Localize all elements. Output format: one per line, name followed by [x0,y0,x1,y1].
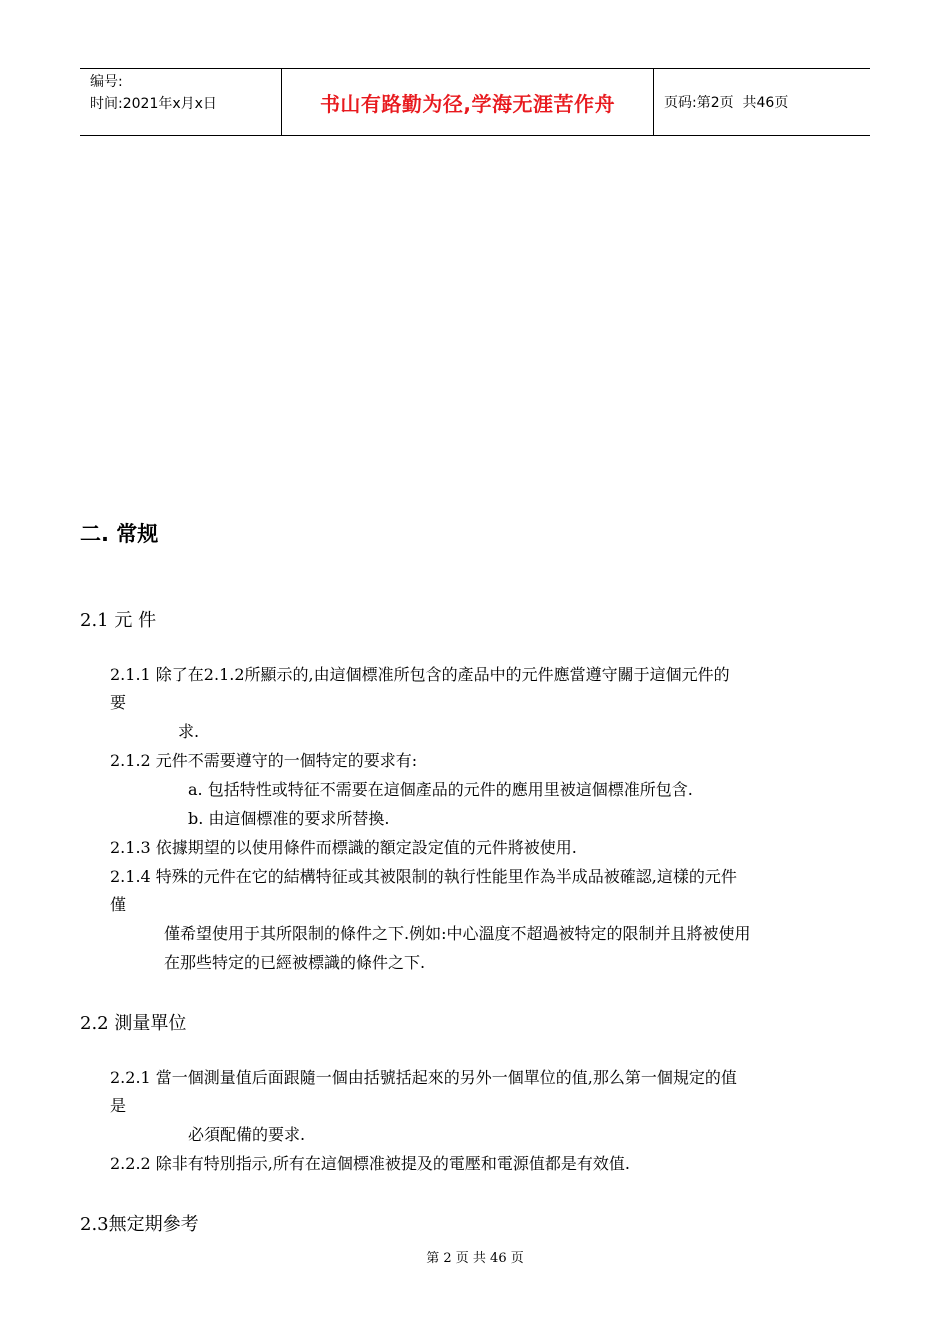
header-motto: 书山有路勤为径,学海无涯苦作舟 [319,91,616,116]
heading-2-3: 2.3無定期參考 [80,1214,199,1235]
header-page-cell [654,69,870,135]
para-2-1-4-line2: 僅 [110,895,127,914]
page-footer [0,1247,950,1266]
footer-page-number: 第 2 页 共 46 页 [426,1251,524,1266]
header-date-label: 时间:2021年x月x日 [90,96,217,112]
heading-2-2: 2.2 測量單位 [80,1013,187,1034]
para-2-1-4-line4: 在那些特定的已經被標識的條件之下. [164,953,426,972]
header-page-info: 页码:第2页 共46页 [664,95,789,111]
para-2-1-2: 2.1.2 元件不需要遵守的一個特定的要求有: [110,751,418,770]
para-2-2-1-line1: 2.2.1 當一個測量值后面跟隨一個由括號括起來的另外一個單位的值,那么第一個規定的值 [110,1068,737,1087]
para-2-1-3: 2.1.3 依據期望的以使用條件而標識的額定設定值的元件將被使用. [110,838,577,857]
header-table [80,68,870,136]
header-number-label: 编号: [90,74,123,90]
para-2-1-1-line2: 要 [110,693,127,712]
para-2-1-4-line1: 2.1.4 特殊的元件在它的結構特征或其被限制的執行性能里作為半成品被確認,這樣的元件 [110,867,737,886]
para-2-1-1-line3: 求. [178,722,200,741]
para-2-1-4-line3: 僅希望使用于其所限制的條件之下.例如:中心溫度不超過被特定的限制并且將被使用 [164,924,751,943]
header-motto-cell [282,69,654,135]
section-title: 二. 常规 [80,522,159,546]
para-2-2-1-line2: 是 [110,1096,127,1115]
para-2-2-1-line3: 必須配備的要求. [188,1125,306,1144]
para-2-2-2: 2.2.2 除非有特別指示,所有在這個標准被提及的電壓和電源值都是有效值. [110,1154,630,1173]
para-2-1-2-b: b. 由這個標准的要求所替換. [188,809,390,828]
heading-2-1: 2.1 元 件 [80,610,157,631]
header-meta-cell [80,69,282,135]
para-2-1-1-line1: 2.1.1 除了在2.1.2所顯示的,由這個標准所包含的產品中的元件應當遵守關于這個元件的 [110,665,730,684]
para-2-1-2-a: a. 包括特性或特征不需要在這個產品的元件的應用里被這個標准所包含. [188,780,693,799]
